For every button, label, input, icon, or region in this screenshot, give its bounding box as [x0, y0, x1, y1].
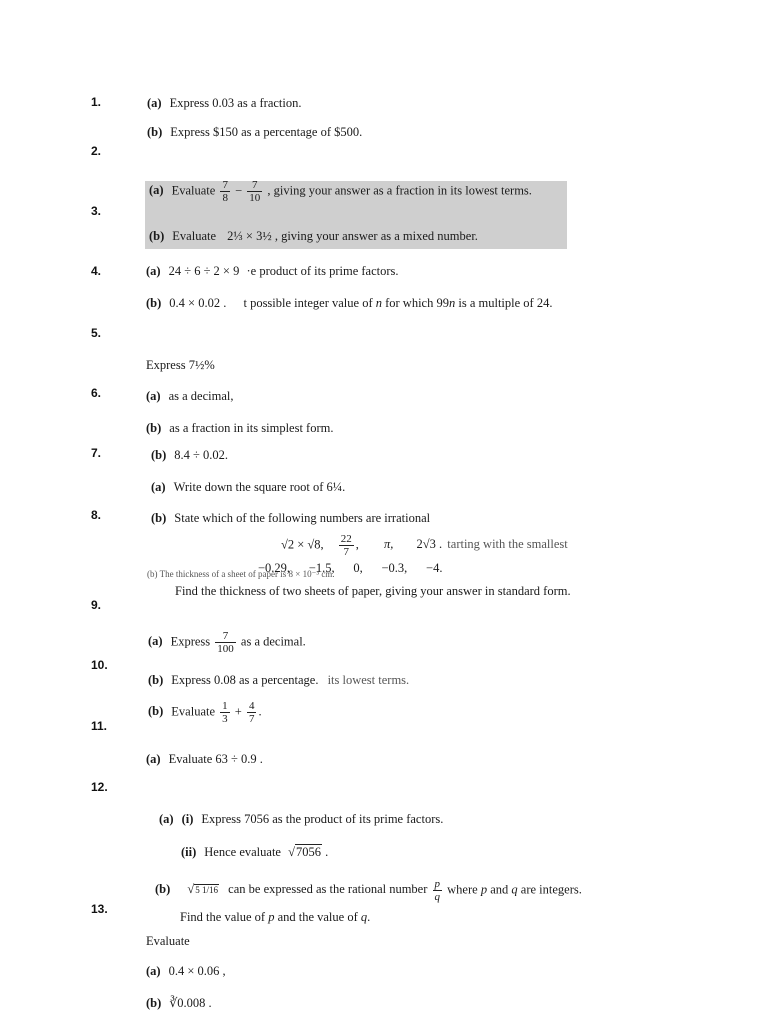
denominator: 10 — [249, 192, 261, 204]
sub-part-label: (ii) — [181, 845, 197, 859]
part-label: (a) — [146, 264, 161, 278]
question-line — [147, 96, 301, 111]
question-text: Evaluate — [146, 934, 190, 948]
question-text: as a decimal, — [168, 389, 234, 403]
question-line — [148, 673, 409, 688]
radicand: 7056 — [295, 845, 321, 859]
question-line — [151, 480, 345, 495]
question-line — [151, 511, 430, 526]
text-fragment: t possible integer value of — [243, 296, 376, 310]
question-text: Express $150 as a percentage of $500. — [170, 125, 363, 139]
expression: 8.4 ÷ 0.02. — [174, 448, 229, 462]
expression: 2⅓ × 3½ — [227, 229, 272, 243]
part-label: (a) — [159, 812, 174, 826]
text-fragment: Find the value of — [180, 910, 269, 924]
expression: 0.4 × 0.02 . — [169, 296, 227, 310]
operator: − — [235, 183, 243, 198]
question-line — [146, 421, 333, 436]
question-number: 5. — [91, 326, 102, 340]
question-text: . — [258, 704, 262, 719]
question-text: as a decimal. — [240, 634, 306, 649]
question-number: 8. — [91, 508, 102, 522]
denominator: 7 — [248, 713, 255, 725]
question-number: 12. — [91, 780, 108, 794]
denominator: 3 — [222, 713, 228, 725]
fraction — [247, 179, 262, 204]
question-text: Express 7056 as the product of its prime factors. — [201, 812, 444, 826]
question-line — [148, 630, 306, 655]
cube-root: ∛0.008 — [169, 996, 206, 1010]
radicand: 5 1/16 — [195, 885, 219, 896]
question-line — [281, 533, 568, 558]
variable: q — [360, 910, 368, 924]
text-fragment: and — [487, 882, 512, 897]
question-text: its lowest terms. — [327, 673, 410, 687]
question-line — [149, 229, 478, 244]
numerator: p — [434, 878, 441, 890]
question-line — [146, 389, 233, 404]
question-number: 10. — [91, 658, 108, 672]
question-line — [151, 448, 228, 463]
expression: 0.4 × 0.06 , — [168, 964, 226, 978]
question-text: . — [208, 996, 212, 1010]
text-fragment: . — [367, 910, 371, 924]
question-number: 11. — [91, 719, 108, 733]
expression: π, — [384, 537, 394, 552]
part-label: (a) — [151, 480, 166, 494]
numerator: 7 — [215, 630, 236, 643]
question-text: Express 0.03 as a fraction. — [169, 96, 302, 110]
question-line — [148, 700, 262, 725]
numerator: 4 — [248, 700, 255, 712]
question-line — [146, 995, 212, 1011]
fraction — [247, 700, 257, 725]
part-label: (b) — [147, 125, 163, 139]
fraction — [339, 533, 354, 558]
question-text: , giving your answer as a mixed number. — [274, 229, 478, 243]
part-label: (b) — [149, 229, 165, 243]
denominator: 8 — [222, 192, 228, 204]
question-text: Find the thickness of two sheets of paper, giving your answer in standard form. — [175, 584, 571, 598]
fraction — [220, 179, 230, 204]
separator: , — [355, 537, 359, 552]
question-line — [146, 934, 190, 949]
question-line — [146, 752, 263, 767]
question-text: Evaluate — [171, 704, 216, 719]
part-label: (a) — [148, 634, 163, 649]
number-list: −0.29, −1.5, 0, −0.3, −4. — [258, 561, 443, 575]
expression: √2 × √8, — [281, 537, 324, 552]
question-line — [146, 964, 226, 979]
question-text: tarting with the smallest — [447, 537, 568, 552]
question-text: (b) The thickness of a sheet of paper is 8 × 10⁻³ cm. — [147, 569, 335, 579]
text-fragment: and the value of — [274, 910, 361, 924]
part-label: (a) — [149, 183, 164, 198]
question-text: Express 7½% — [146, 358, 215, 372]
question-text: . — [325, 845, 329, 859]
numerator: 7 — [222, 179, 228, 191]
denominator: 100 — [217, 643, 234, 655]
part-label: (b) — [151, 448, 167, 462]
operator: + — [234, 704, 242, 719]
text-fragment: are integers. — [517, 882, 582, 897]
question-text: can be expressed as the rational number — [228, 882, 428, 897]
question-line — [159, 812, 443, 827]
question-number: 2. — [91, 144, 102, 158]
variable: n — [448, 296, 456, 310]
question-text: State which of the following numbers are irrational — [174, 511, 431, 525]
question-text: Hence evaluate — [204, 845, 281, 859]
variable: q — [511, 882, 518, 897]
part-label: (b) — [148, 704, 164, 719]
text-fragment: where — [447, 882, 481, 897]
question-number: 3. — [91, 204, 102, 218]
variable: p — [480, 882, 488, 897]
question-line — [149, 179, 532, 204]
part-label: (a) — [146, 964, 161, 978]
question-line — [258, 561, 442, 576]
question-text: Evaluate — [172, 229, 217, 243]
question-line — [180, 910, 370, 925]
question-text: ·e product of its prime factors. — [246, 264, 399, 278]
sub-part-label: (i) — [181, 812, 194, 826]
expression: 24 ÷ 6 ÷ 2 × 9 — [168, 264, 240, 278]
question-number: 6. — [91, 386, 102, 400]
part-label: (a) — [147, 96, 162, 110]
part-label: (b) — [146, 296, 162, 310]
text-fragment: for which 99 — [381, 296, 449, 310]
text-fragment: is a multiple of 24. — [455, 296, 553, 310]
fraction — [220, 700, 230, 725]
question-line — [155, 878, 582, 903]
question-text: Express — [170, 634, 211, 649]
question-text: Express 0.08 as a percentage. — [171, 673, 319, 687]
variable: n — [375, 296, 382, 310]
square-root: √7056 — [288, 845, 321, 859]
variable: p — [268, 910, 275, 924]
numerator: 22 — [340, 533, 352, 545]
part-label: (b) — [148, 673, 164, 687]
square-root: √5 1/16 — [187, 882, 219, 897]
question-text: Write down the square root of 6¼. — [173, 480, 346, 494]
fraction — [215, 630, 236, 655]
question-line — [146, 264, 399, 279]
denominator: q — [434, 891, 441, 903]
question-text: as a fraction in its simplest form. — [169, 421, 334, 435]
part-label: (a) — [146, 752, 161, 766]
question-text — [243, 296, 552, 310]
question-line — [181, 845, 328, 860]
part-label: (a) — [146, 389, 161, 403]
question-line — [146, 296, 552, 311]
denominator: 7 — [343, 546, 350, 558]
question-number: 7. — [91, 446, 102, 460]
numerator: 7 — [247, 179, 262, 192]
numerator: 1 — [222, 700, 228, 712]
part-label: (b) — [146, 421, 162, 435]
question-number: 4. — [91, 264, 102, 278]
question-line — [146, 358, 215, 373]
question-number: 1. — [91, 95, 102, 109]
part-label: (b) — [151, 511, 167, 525]
part-label: (b) — [155, 882, 171, 897]
question-text: Evaluate — [171, 183, 216, 198]
question-text: Evaluate 63 ÷ 0.9 . — [168, 752, 263, 766]
question-text: , giving your answer as a fraction in its lowest terms. — [267, 183, 532, 198]
part-label: (b) — [146, 996, 162, 1010]
question-number: 13. — [91, 902, 108, 916]
question-line — [175, 584, 571, 599]
question-line — [147, 125, 362, 140]
fraction — [433, 878, 443, 903]
question-number: 9. — [91, 598, 102, 612]
expression: 2√3 . — [416, 537, 443, 552]
question-text — [447, 882, 582, 896]
